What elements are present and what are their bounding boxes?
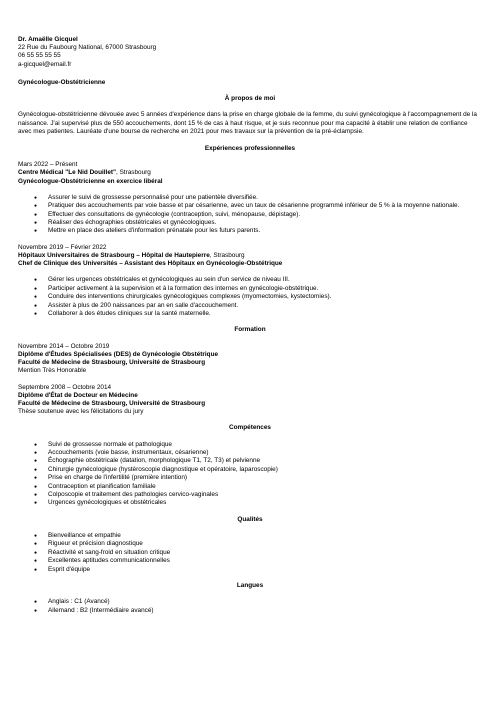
education-degree: Diplôme d'Études Spécialisées (DES) de Gynécologie Obstétrique	[18, 350, 219, 358]
skills-heading: Compétences	[229, 424, 271, 432]
list-item: ● Effectuer des consultations de gynécologie (contraception, suivi, ménopause, dépistage).	[18, 211, 482, 219]
qualities-list	[18, 532, 482, 574]
qualities-heading: Qualités	[237, 515, 263, 523]
list-item: ● Rigueur et précision diagnostique	[18, 540, 482, 548]
education-degree: Diplôme d'État de Docteur en Médecine	[18, 391, 138, 399]
languages-list	[18, 598, 482, 615]
education-school: Faculté de Médecine de Strasbourg, Université de Strasbourg	[18, 359, 206, 367]
job-org-city: , Strasbourg	[209, 252, 245, 260]
job-org-city: , Strasbourg	[116, 169, 151, 177]
job-org-name: Hôpitaux Universitaires de Strasbourg – Hôpital de Hautepierre	[18, 252, 210, 260]
languages-heading: Langues	[236, 582, 264, 589]
job-bullets	[18, 276, 482, 318]
contact-address: 22 Rue du Faubourg National, 67000 Strasbourg	[18, 44, 157, 52]
list-item: ● Allemand : B2 (Intermédiaire avancé)	[18, 607, 482, 615]
resume-title: Gynécologue-Obstétricienne	[18, 78, 106, 86]
list-item: ● Colposcopie et traitement des pathologies cervico-vaginales	[18, 491, 482, 499]
list-item: ● Mettre en place des ateliers d'information prénatale pour les futurs parents.	[18, 227, 482, 235]
contact-email: a-gicquel@email.fr	[18, 60, 72, 68]
job-dates: Novembre 2019 – Février 2022	[18, 243, 107, 251]
job-bullets	[18, 194, 482, 236]
skills-list	[18, 441, 482, 508]
contact-phone: 06 55 55 55 55	[18, 52, 61, 60]
contact-name: Dr. Amaëlle Gicquel	[18, 36, 78, 43]
contact-block	[18, 36, 482, 69]
experience-heading: Expériences professionnelles	[204, 145, 296, 152]
list-item: ● Contraception et planification familiale	[18, 483, 482, 491]
list-item: ● Bienveillance et empathie	[18, 532, 482, 540]
list-item: ● Urgences gynécologiques et obstétricales	[18, 499, 482, 507]
education-heading: Formation	[234, 326, 266, 334]
list-item: ● Pratiquer des accouchements par voie basse et par césarienne, avec un taux de césarienne programmé inférieur de 5 % à la moyenne nationale.	[18, 202, 482, 210]
job-role: Chef de Clinique des Universités – Assistant des Hôpitaux en Gynécologie-Obstétrique	[18, 260, 283, 268]
list-item: ● Collaborer à des études cliniques sur la santé maternelle.	[18, 310, 482, 318]
list-item: ● Réaliser des échographies obstétricales et gynécologiques.	[18, 219, 482, 227]
list-item: ● Excellentes aptitudes communicationnelles	[18, 557, 482, 565]
list-item: ● Prise en charge de l'infertilité (première intention)	[18, 474, 482, 482]
job-2	[18, 244, 482, 319]
job-org-name: Centre Médical "Le Nid Douillet"	[18, 169, 117, 177]
job-1	[18, 161, 482, 236]
job-org	[18, 169, 482, 177]
list-item: ● Participer activement à la supervision et à la formation des internes en gynécologie-obstétrique.	[18, 285, 482, 293]
education-school: Faculté de Médecine de Strasbourg, Université de Strasbourg	[18, 399, 206, 407]
list-item: ● Gérer les urgences obstétricales et gynécologiques au sein d'un service de niveau III.	[18, 276, 482, 284]
education-item-2	[18, 384, 482, 417]
list-item: ● Suivi de grossesse normale et pathologique	[18, 441, 482, 449]
job-org	[18, 252, 482, 260]
list-item: ● Échographie obstétricale (datation, morphologique T1, T2, T3) et pelvienne	[18, 457, 482, 465]
about-heading: À propos de moi	[224, 95, 276, 103]
job-dates: Mars 2022 – Présent	[18, 161, 78, 169]
list-item: ● Esprit d'équipe	[18, 566, 482, 574]
education-item-1	[18, 343, 482, 376]
list-item: ● Conduire des interventions chirurgicales gynécologiques complexes (myomectomies, kystectomies).	[18, 293, 482, 301]
list-item: ● Chirurgie gynécologique (hystéroscopie diagnostique et opératoire, laparoscopie)	[18, 466, 482, 474]
education-note: Mention Très Honorable	[18, 367, 87, 375]
list-item: ● Accouchements (voie basse, instrumentaux, césarienne)	[18, 449, 482, 457]
list-item: ● Réactivité et sang-froid en situation critique	[18, 549, 482, 557]
list-item: ● Anglais : C1 (Avancé)	[18, 598, 482, 606]
education-dates: Septembre 2008 – Octobre 2014	[18, 383, 112, 391]
education-note: Thèse soutenue avec les félicitations du jury	[18, 408, 144, 416]
education-dates: Novembre 2014 – Octobre 2019	[18, 342, 110, 350]
job-role: Gynécologue-Obstétricienne en exercice libéral	[18, 177, 163, 185]
about-text: Gynécologue-obstétricienne dévouée avec 5 années d'expérience dans la prise en charge globale de la femme, du suivi gynécologique à l'accompagnement de la naissance. J'ai supervisé plus de 550 accouchements, dont 15 % de cas à haut risque, et je suis reconnue pour ma capacité à établir une relation de confiance avec mes patientes. Lauréate d'une bourse de recherche en 2021 pour mes travaux sur la prévention de la pré-éclampsie.	[18, 111, 477, 136]
list-item: ● Assister à plus de 200 naissances par an en salle d'accouchement.	[18, 302, 482, 310]
list-item: ● Assurer le suivi de grossesse personnalisé pour une patientèle diversifiée.	[18, 194, 482, 202]
